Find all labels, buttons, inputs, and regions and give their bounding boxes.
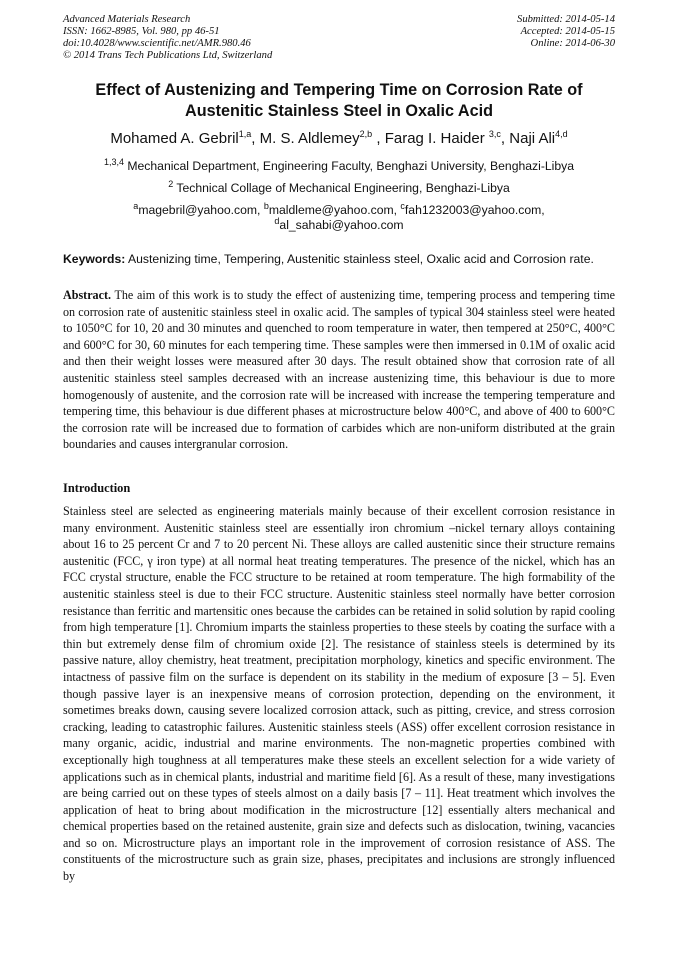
- introduction-text: Stainless steel are selected as engineering materials mainly because of their excellent corrosion resistance in many environment. Austenitic stainless steel are essentially iron chromium –nickel ternary alloys containing about 16 to 25 percent Cr and 7 to 20 percent Ni. These alloys are called austenitic since their structure remains austenitic (FCC, γ iron type) at all normal heat treating temperatures. The presence of the nickel, which has an FCC crystal structure, enable the FCC structure to be retained at room temperature. The high formability of the austenitic stainless steel is due to their FCC structure. Austenitic stainless steel normally have better corrosion resistance than ferritic and martensitic ones because the carbides can be retained in solid solution by rapid cooling from high temperature [1]. Chromium imparts the stainless properties to these steels by coating the surface with a thin but extremely dense film of chromium oxide [2]. The resistance of stainless steels is determined by its passive nature, alloy chemistry, heat treatment, precipitation morphology, kinetics and specific environment. The intactness of passive film on the surface is dependent on its stability in the medium of exposure [3 – 5]. Even though passive layer is an inexpensive means of corrosion protection, depending on the environment, it sometimes breaks down, causing severe localized corrosion attack, such as pitting, crevice, and stress corrosion cracking, leading to catastrophic failures. Austenitic stainless steels (ASS) offer excellent corrosion resistance in many organic, acidic, industrial and marine environments. The non-magnetic properties combined with exceptionally high toughness at all temperatures make these steels an excellent selection for a wide variety of applications such as in chemical plants, industrial and maritime field [6]. As a result of these, many investigations are being carried out on these types of steels almost on a daily basis [7 – 11]. Heat treatment which involves the application of heat to bring about modification in the microstructure [12] essentially alters mechanical and chemical properties based on the retained austenite, grain size and defects such as dislocation, twining, vacancies and so on. Microstructure plays an important role in the improvement of corrosion resistance of ASS. The constituents of the microstructure such as grain size, phases, precipitates and inclusions are strongly influenced by: [63, 504, 615, 884]
- affiliation-2: $^2$ Technical Collage of Mechanical Engineering, Benghazi-Libya: [168, 178, 510, 195]
- issn: ISSN: 1662-8985, Vol. 980, pp 46-51: [63, 26, 220, 37]
- journal-info: [63, 14, 363, 62]
- author-3: Farag I. Haider $^{3,c}$,: [384, 129, 510, 147]
- title-line-1: Effect of Austenizing and Tempering Time on Corrosion Rate of: [95, 81, 583, 99]
- doi: doi:10.4028/www.scientific.net/AMR.980.46: [63, 38, 251, 49]
- keywords: [63, 252, 623, 267]
- keywords-text: Austenizing time, Tempering, Austenitic stainless steel, Oxalic acid and Corrosion rate.: [125, 252, 594, 266]
- email-a: magebril@yahoo.com,: [138, 203, 264, 217]
- email-b: maldleme@yahoo.com,: [268, 203, 401, 217]
- paper-title: [63, 80, 615, 122]
- email-d: al_sahabi@yahoo.com: [279, 218, 404, 232]
- section-heading-introduction: Introduction: [63, 481, 131, 495]
- journal-name: Advanced Materials Research: [63, 14, 191, 25]
- submitted-date: Submitted: 2014-05-14: [517, 14, 615, 25]
- email-line-1: $^a$magebril@yahoo.com, $^b$maldleme@yahoo.com, $^c$fah1232003@yahoo.com,: [133, 200, 545, 217]
- abstract: [63, 287, 615, 453]
- abstract-label: Abstract.: [63, 288, 112, 302]
- author-4: Naji Ali$^{4,d}$: [509, 129, 568, 147]
- author-1: Mohamed A. Gebril$^{1,a}$,: [110, 129, 260, 147]
- author-emails: [40, 200, 638, 233]
- affiliation-1: $^{1,3,4}$ Mechanical Department, Engineering Faculty, Benghazi University, Benghazi-Libya: [103, 156, 575, 173]
- email-c: fah1232003@yahoo.com,: [404, 203, 545, 217]
- email-line-2: $^d$al_sahabi@yahoo.com: [274, 215, 404, 232]
- copyright: © 2014 Trans Tech Publications Ltd, Switzerland: [63, 50, 273, 61]
- publication-dates: [365, 14, 615, 50]
- author-list: [40, 130, 638, 148]
- accepted-date: Accepted: 2014-05-15: [520, 26, 615, 37]
- abstract-text: The aim of this work is to study the effect of austenizing time, tempering process and tempering time on corrosion rate of austenitic stainless steel in oxalic acid. The samples of typical 304 stainless steel were heated to 1050°C for 10, 20 and 30 minutes and quenched to room temperature in water, then tempered at 250°C, 400°C and 600°C for 30, 60 minutes for each tempering time. These samples were then immersed in 0.1M of oxalic acid and then their weight losses were measured after 30 days. The result obtained show that corrosion rate of all austenitic stainless steel samples decreased with an increase austenizing time, this behaviour is due to more homogenously of austenite, and the corrosion rate will be increased with increase the tempering temperature and tempering time, this behaviour is due different phases at microstructure below 400°C, and above of 400 to 600°C the corrosion rate will be increased due to formation of carbides which are non-uniform distributed at the grain boundaries and causes intergranular corrosion.: [63, 288, 615, 452]
- author-2: M. S. Aldlemey$^{2,b}$ ,: [259, 129, 385, 147]
- title-line-2: Austenitic Stainless Steel in Oxalic Acid: [185, 102, 493, 120]
- keywords-label: Keywords:: [63, 252, 126, 266]
- online-date: Online: 2014-06-30: [530, 38, 615, 49]
